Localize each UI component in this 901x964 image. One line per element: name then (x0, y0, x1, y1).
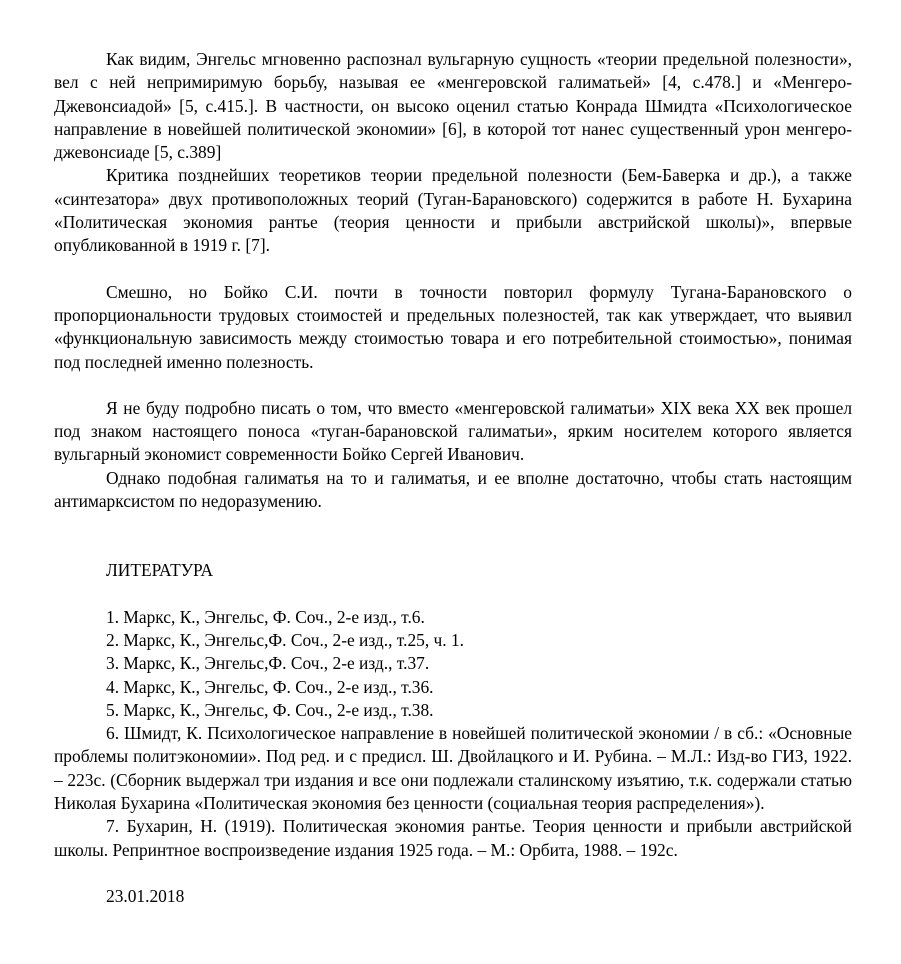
document-date: 23.01.2018 (106, 885, 185, 906)
section-spacer (54, 583, 852, 606)
literature-item: 6. Шмидт, К. Психологическое направление в новейшей политической экономии / в сб.: «Основные проблемы политэкономии». Под ред. и с предисл. Ш. Двойлацкого и И. Рубина. – М.Л.: Изд-во ГИЗ, 1922. – 223с. (Сборник выдержал три издания и все они подлежали сталинскому изъятию, т.к. содержали статью Николая Бухарина «Политическая экономия без ценности (социальная теория распределения»). (54, 723, 852, 814)
paragraph-tugan-galimatya: Я не буду подробно писать о том, что вместо «менгеровской галиматьи» XIX века XX век прошел под знаком настоящего поноса «туган-барановской галиматьи», ярким носителем которого является вульгарный экономист современности Бойко Сергей Иванович. (54, 397, 852, 465)
literature-item: 2. Маркс, К., Энгельс,Ф. Соч., 2-е изд., т.25, ч. 1. (106, 629, 465, 650)
literature-list (54, 606, 852, 862)
section-spacer (54, 862, 852, 885)
paragraph-boyko-formula: Смешно, но Бойко С.И. почти в точности повторил формулу Тугана-Барановского о пропорциональности трудовых стоимостей и предельных полезностей, так как утверждает, что выявил «функциональную зависимость между стоимостью товара и его потребительной стоимостью», понимая под последней именно полезность. (54, 281, 852, 372)
literature-item: 3. Маркс, К., Энгельс,Ф. Соч., 2-е изд., т.37. (106, 653, 430, 674)
literature-item: 4. Маркс, К., Энгельс, Ф. Соч., 2-е изд., т.36. (106, 676, 434, 697)
section-spacer (54, 513, 852, 559)
paragraph-engels: Как видим, Энгельс мгновенно распознал вульгарную сущность «теории предельной полезности», вел с ней непримиримую борьбу, называя ее «менгеровской галиматьей» [4, с.478.] и «Менгеро-Джевонсиадой» [5, с.415.]. В частности, он высоко оценил статью Конрада Шмидта «Психологическое направление в новейшей политической экономии» [6], в которой тот нанес существенный урон менгеро-джевонсиаде [5, с.389] (54, 49, 852, 163)
literature-item: 5. Маркс, К., Энгельс, Ф. Соч., 2-е изд., т.38. (106, 699, 434, 720)
paragraph-spacer (54, 258, 852, 281)
literature-heading: ЛИТЕРАТУРА (106, 560, 214, 581)
paragraph-conclusion: Однако подобная галиматья на то и галиматья, и ее вполне достаточно, чтобы стать настоящим антимарксистом по недоразумению. (54, 467, 852, 512)
document-body (54, 48, 852, 908)
literature-item: 7. Бухарин, Н. (1919). Политическая экономия рантье. Теория ценности и прибыли австрийской школы. Репринтное воспроизведение издания 1925 года. – М.: Орбита, 1988. – 192с. (54, 816, 852, 860)
paragraph-criticism: Критика позднейших теоретиков теории предельной полезности (Бем-Баверка и др.), а также «синтезатора» двух противоположных теорий (Туган-Барановского) содержится в работе Н. Бухарина «Политическая экономия рантье (теория ценности и прибыли австрийской школы)», впервые опубликованной в 1919 г. [7]. (54, 165, 852, 256)
paragraph-spacer (54, 374, 852, 397)
literature-item: 1. Маркс, К., Энгельс, Ф. Соч., 2-е изд., т.6. (106, 606, 425, 627)
